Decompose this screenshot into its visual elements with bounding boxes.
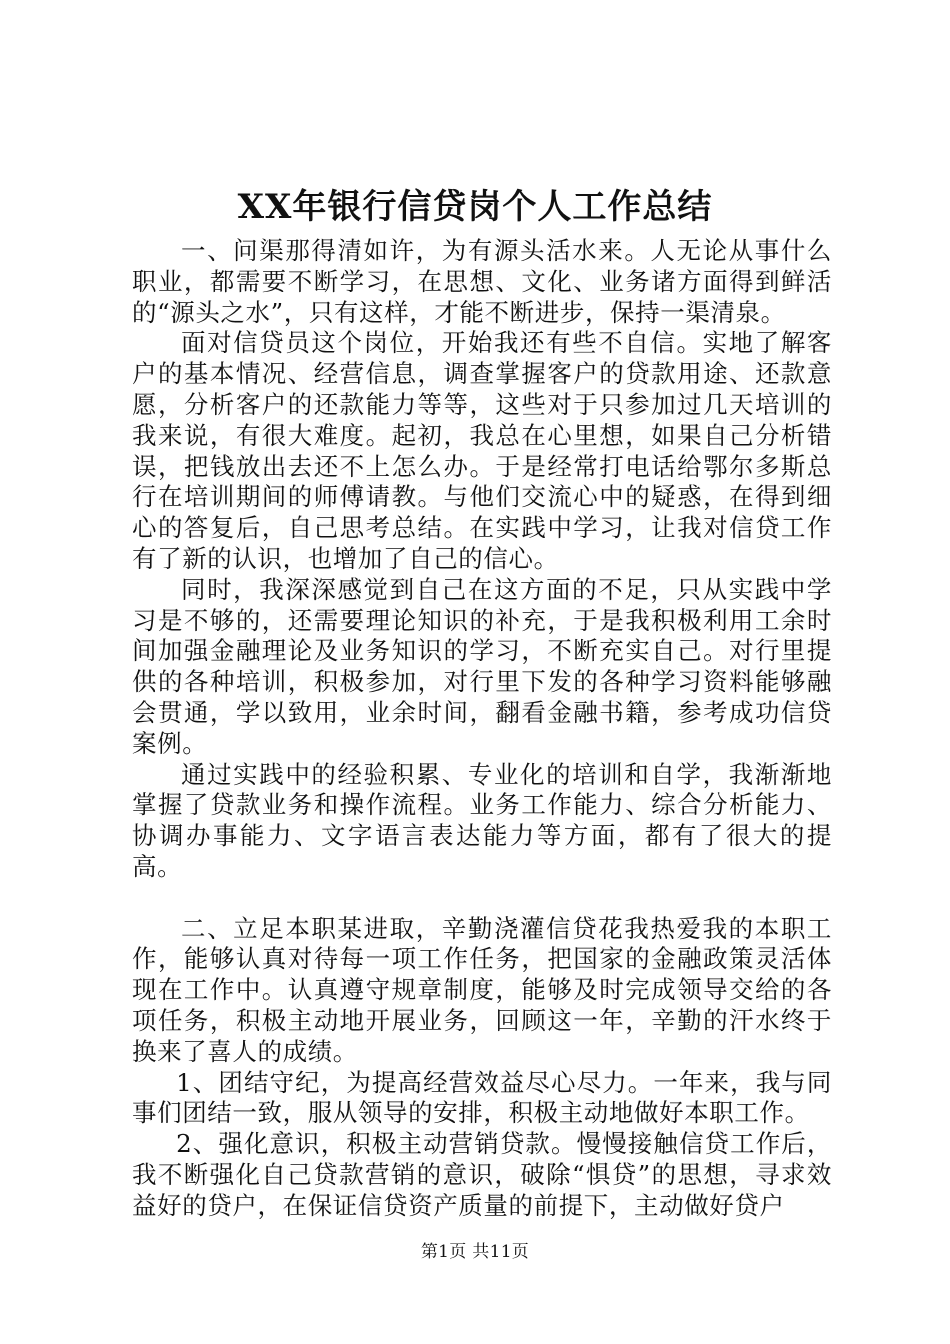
document-title: XX年银行信贷岗个人工作总结 — [237, 187, 713, 227]
paragraph-4: 通过实践中的经验积累、专业化的培训和自学，我渐渐地掌握了贷款业务和操作流程。业务工作能力、综合分析能力、协调办事能力、文字语言表达能力等方面，都有了很大的提高。 — [132, 759, 832, 881]
page-footer: 第1页 共11页 — [420, 1242, 530, 1262]
paragraph-7: 2、强化意识，积极主动营销贷款。慢慢接触信贷工作后，我不断强化自己贷款营销的意识，破除“惧贷”的思想，寻求效益好的贷户，在保证信贷资产质量的前提下，主动做好贷户 — [132, 1129, 832, 1220]
paragraph-gap — [132, 883, 832, 914]
paragraph-2: 面对信贷员这个岗位，开始我还有些不自信。实地了解客户的基本情况、经营信息，调查掌握客户的贷款用途、还款意愿，分析客户的还款能力等等，这些对于只参加过几天培训的我来说，有很大难度。起初，我总在心里想，如果自己分析错误，把钱放出去还不上怎么办。于是经常打电话给鄂尔多斯总行在培训期间的师傅请教。与他们交流心中的疑惑，在得到细心的答复后，自己思考总结。在实践中学习，让我对信贷工作有了新的认识，也增加了自己的信心。 — [132, 328, 832, 573]
paragraph-5: 二、立足本职某进取，辛勤浇灌信贷花我热爱我的本职工作，能够认真对待每一项工作任务，把国家的金融政策灵活体现在工作中。认真遵守规章制度，能够及时完成领导交给的各项任务，积极主动地开展业务，回顾这一年，辛勤的汗水终于换来了喜人的成绩。 — [132, 913, 832, 1066]
paragraph-1: 一、问渠那得清如许，为有源头活水来。人无论从事什么职业，都需要不断学习，在思想、文化、业务诸方面得到鲜活的“源头之水”，只有这样，才能不断进步，保持一渠清泉。 — [132, 236, 832, 327]
paragraph-6: 1、团结守纪，为提高经营效益尽心尽力。一年来，我与同事们团结一致，服从领导的安排，积极主动地做好本职工作。 — [132, 1067, 832, 1128]
paragraph-3: 同时，我深深感觉到自己在这方面的不足，只从实践中学习是不够的，还需要理论知识的补充，于是我积极利用工余时间加强金融理论及业务知识的学习，不断充实自己。对行里提供的各种培训，积极参加，对行里下发的各种学习资料能够融会贯通，学以致用，业余时间，翻看金融书籍，参考成功信贷案例。 — [132, 574, 832, 758]
document-body — [132, 236, 832, 1222]
